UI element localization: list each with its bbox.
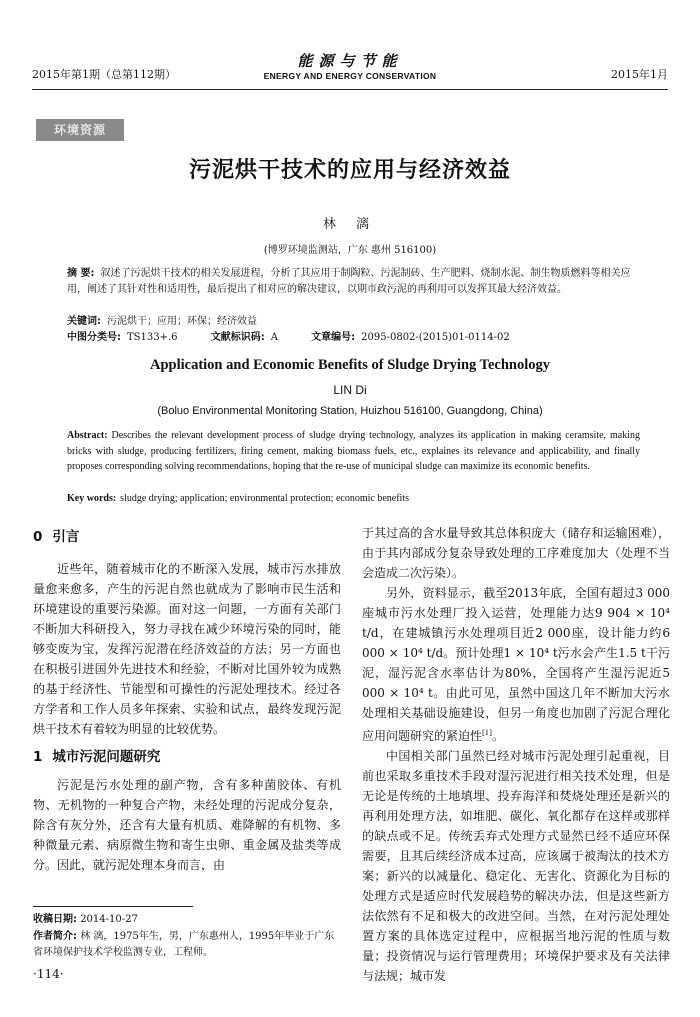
running-header: [32, 52, 668, 90]
section-tag: 环境资源: [36, 119, 124, 141]
statistics-text: 另外，资料显示，截至2013年底，全国有超过3 000座城市污水处理厂投入运营，处理能力达9 904 × 10⁴ t/d，在建城镇污水处理项目近2 000座，设计能力约6 000 × 10⁴ t/d。预计处理1 × 10⁴ t污水会产生1.5 t干污泥，湿污泥含水率估计为80%，全国将产生湿污泥近5 000 × 10⁴ t。由此可见，虽然中国这几年不断加大污水处理相关基础设施建设，但另一角度也加剧了污泥合理化应用问题研究的紧迫性: [362, 586, 670, 743]
article-title-cn: 污泥烘干技术的应用与经济效益: [188, 158, 511, 183]
continued-paragraph: 于其过高的含水量导致其总体积庞大（储存和运输困难），由于其内部成分复杂导致处理的工序难度加大（处理不当会造成二次污染）。: [362, 526, 670, 580]
keywords-cn: [67, 314, 640, 330]
heading-introduction: [33, 523, 341, 551]
heading-text: 引言: [52, 529, 80, 545]
footnote-divider: [33, 906, 193, 907]
section-1-paragraph: 污泥是污水处理的副产物，含有多种菌胶体、有机物、无机物的一种复合产物，未经处理的污泥成分复杂，除含有灰分外，还含有大量有机质、难降解的有机物、多种微量元素、病原微生物和寄生虫卵、重金属及盐类等成分。因此，就污泥处理本身而言，由: [33, 778, 341, 872]
clc-value: TS133+.6: [127, 332, 178, 343]
keywords-cn-label: 关键词:: [67, 316, 101, 327]
doc-code-label: 文献标识码:: [210, 332, 265, 343]
abstract-cn: [67, 266, 640, 297]
journal-title-en: ENERGY AND ENERGY CONSERVATION: [263, 71, 437, 81]
received-date: [33, 912, 341, 928]
body-column-right: [362, 523, 670, 986]
journal-masthead: [32, 50, 668, 81]
page-number: ·114·: [33, 967, 64, 981]
doc-code-value: A: [270, 332, 278, 343]
keywords-en: [67, 493, 640, 504]
journal-title-cn: 能源与节能: [297, 52, 403, 70]
received-date-label: 收稿日期:: [33, 914, 77, 925]
affiliation-en: (Boluo Environmental Monitoring Station, Huizhou 516100, Guangdong, China): [157, 405, 543, 417]
author-cn: 林 漓: [322, 217, 378, 232]
article-no-label: 文章编号:: [311, 332, 356, 343]
affiliation-cn: (博罗环境监测站，广东 惠州 516100): [263, 245, 437, 256]
article-no-value: 2095-0802-(2015)01-0114-02: [361, 332, 510, 343]
author-en: LIN Di: [333, 383, 367, 397]
author-bio-label: 作者简介:: [33, 931, 77, 942]
heading-section-1: [33, 743, 341, 771]
heading-number: 1: [33, 749, 43, 765]
statistics-paragraph: [362, 583, 670, 746]
author-bio: [33, 929, 341, 961]
classification-line: [67, 330, 640, 346]
heading-number: 0: [33, 529, 43, 545]
abstract-cn-label: 摘 要:: [67, 268, 95, 279]
citation-ref: [1]: [482, 729, 492, 737]
abstract-en-label: Abstract:: [67, 430, 108, 441]
treatment-paragraph: 中国相关部门虽然已经对城市污泥处理引起重视，目前也采取多重技术手段对湿污泥进行相关技术处理，但是无论是传统的土地填埋、投弃海洋和焚烧处理还是新兴的再利用处理方法，如堆肥、碳化、氧化都存在这样或那样的缺点或不足。传统丢弃式处理方式显然已经不适应环保需要，且其后续经济成本过高，应该属于被淘汰的技术方案；新兴的以减量化、稳定化、无害化、资源化为目标的处理方式是适应时代发展趋势的解决办法，但是这些新方法依然有不足和极大的改进空间。当然，在对污泥处理处置方案的具体选定过程中，应根据当地污泥的性质与数量；投资情况与运行管理费用；环境保护要求及有关法律与法规；城市发: [362, 749, 670, 983]
keywords-en-label: Key words:: [67, 493, 117, 504]
article-title-en: Application and Economic Benefits of Sludge Drying Technology: [149, 357, 550, 373]
statistics-end: 。: [491, 729, 504, 743]
keywords-en-text: sludge drying; application; environmental protection; economic benefits: [120, 493, 409, 504]
body-column-left: [33, 523, 341, 875]
abstract-en: [67, 428, 640, 475]
intro-paragraph: 近些年，随着城市化的不断深入发展，城市污水排放量愈来愈多，产生的污泥自然也就成为了影响市民生活和环境建设的重要污染源。面对这一问题，一方面有关部门不断加大科研投入，努力寻找在减少环境污染的同时，能够变废为宝，发挥污泥潜在经济效益的方法；另一方面也在积极引进国外先进技术和经验，不断对比国外较为成熟的基于经济性、节能型和可操性的污泥处理技术。经过各方学者和工作人员多年探索、实验和试点，最终发现污泥烘干技术有着较为明显的比较优势。: [33, 562, 341, 736]
abstract-cn-text: 叙述了污泥烘干技术的相关发展进程，分析了其应用于制陶粒、污泥制砖、生产肥料、烧制水泥、制生物质燃料等相关应用，阐述了其针对性和适用性，最后提出了相对应的解决建议，以期市政污泥的再利用可以发挥其最大经济效益。: [67, 268, 631, 295]
abstract-en-text: Describes the relevant development process of sludge drying technology, analyzes its application in making ceramsite, making bricks with sludge, producing fertilizers, firing cement, making biomass fuels, etc., explaines its relevance and applicability, and finally proposes corresponding solving recommendations, hoping that the re-use of municipal sludge can maximize its economic benefits.: [67, 430, 640, 472]
issue-info: 2015年第1期（总第112期）: [32, 68, 176, 81]
keywords-cn-text: 污泥烘干；应用；环保；经济效益: [107, 316, 257, 327]
header-divider: [32, 89, 668, 90]
heading-text: 城市污泥问题研究: [52, 749, 161, 765]
received-date-value: 2014-10-27: [80, 914, 138, 925]
author-bio-text: 林 漓，1975年生，男，广东惠州人，1995年毕业于广东省环境保护技术学校监测专业，工程师。: [33, 931, 335, 958]
issue-date: 2015年1月: [611, 68, 668, 81]
clc-label: 中图分类号:: [67, 332, 121, 343]
